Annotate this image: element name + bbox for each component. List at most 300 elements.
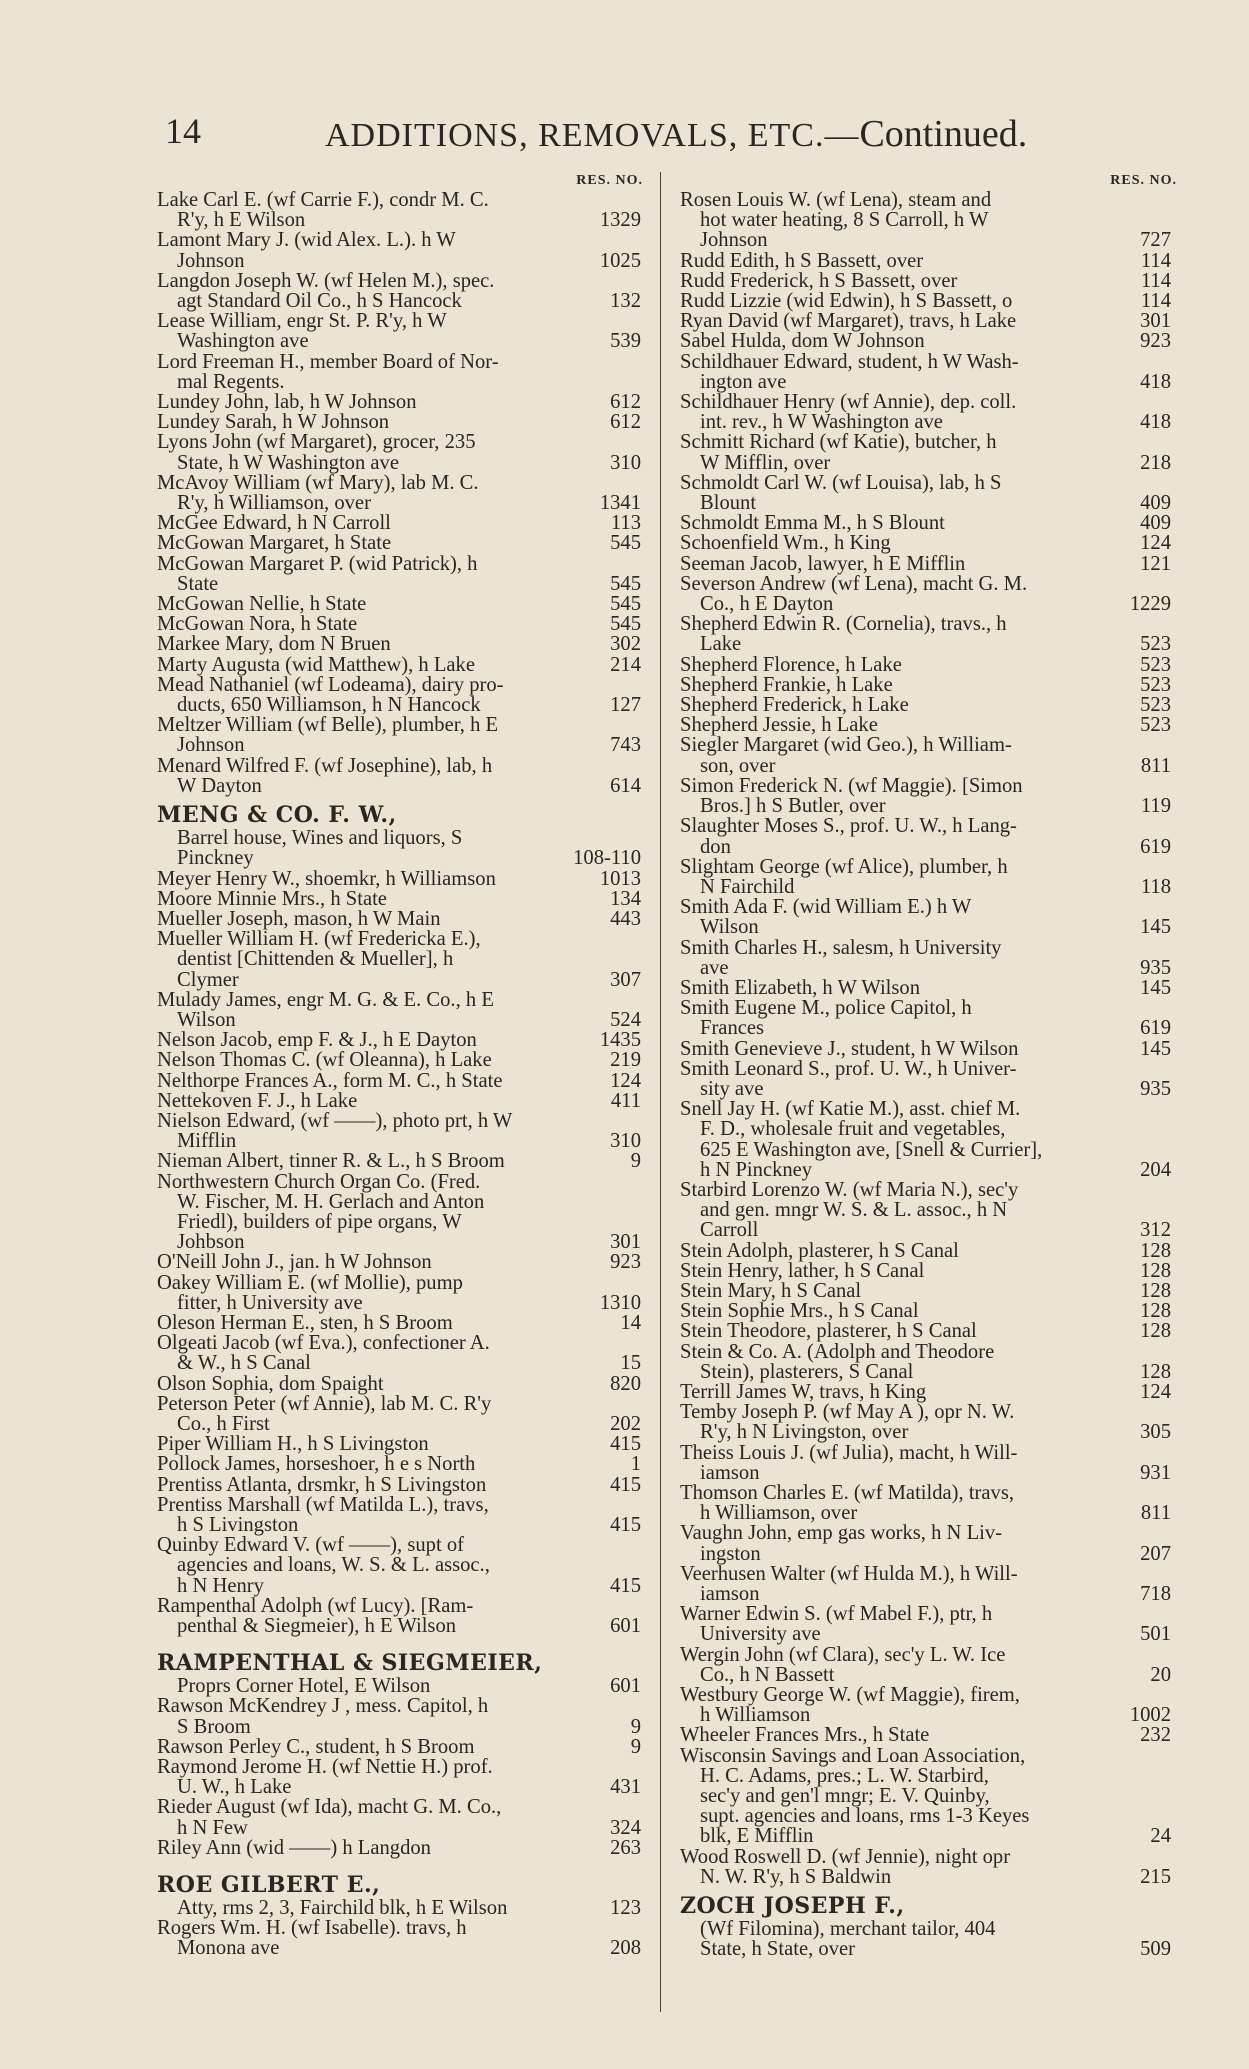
entry-continuation: ducts, 650 Williamson, h N Hancock xyxy=(177,694,481,717)
directory-entry xyxy=(157,513,647,533)
directory-entry xyxy=(157,1111,647,1151)
residence-number: 310 xyxy=(610,1130,641,1153)
directory-entry xyxy=(680,352,1177,392)
left-column xyxy=(157,172,647,1959)
entry-continuation: h S Livingston xyxy=(177,1514,299,1536)
header-text: ADDITIONS, REMOVALS, ETC.— xyxy=(325,117,860,154)
directory-entry xyxy=(157,1434,647,1454)
residence-number: 1002 xyxy=(1129,1704,1171,1727)
residence-number: 118 xyxy=(1140,875,1171,898)
directory-entry xyxy=(157,1071,647,1091)
entry-name: Siegler Margaret (wid Geo.), h William- xyxy=(680,734,1012,757)
entry-continuation: Blount xyxy=(700,492,757,515)
residence-number: 204 xyxy=(1140,1158,1171,1181)
directory-entry xyxy=(157,1696,647,1736)
directory-entry xyxy=(157,634,647,654)
res-no-heading: RES. NO. xyxy=(576,173,643,188)
residence-number: 24 xyxy=(1150,1825,1171,1848)
directory-entry xyxy=(157,675,647,715)
directory-entry xyxy=(680,695,1177,715)
entry-name: Peterson Peter (wf Annie), lab M. C. R'y xyxy=(157,1392,492,1415)
res-no-heading: RES. NO. xyxy=(1110,173,1177,188)
residence-number: 509 xyxy=(1140,1938,1171,1961)
firm-entry xyxy=(157,1898,647,1918)
directory-entry xyxy=(680,1564,1177,1604)
entry-name: Prentiss Atlanta, drsmkr, h S Livingston xyxy=(157,1473,487,1496)
entry-name: Stein Theodore, plasterer, h S Canal xyxy=(680,1320,977,1343)
directory-entry xyxy=(157,412,647,432)
directory-entry xyxy=(680,1180,1177,1241)
entry-continuation: Bros.] h S Butler, over xyxy=(700,795,886,818)
directory-entry xyxy=(680,574,1177,614)
entry-continuation: R'y, h Williamson, over xyxy=(177,492,371,515)
entry-name: Wergin John (wf Clara), sec'y L. W. Ice xyxy=(680,1643,1006,1666)
entry-name: Nettekoven F. J., h Lake xyxy=(157,1089,358,1112)
residence-number: 1310 xyxy=(599,1291,641,1314)
entry-name: Smith Ada F. (wid William E.) h W xyxy=(680,896,972,919)
firm-block xyxy=(157,1676,647,1696)
entry-name: Rudd Lizzie (wid Edwin), h S Bassett, o xyxy=(680,290,1013,313)
directory-entry xyxy=(680,998,1177,1038)
residence-number: 312 xyxy=(1140,1219,1171,1242)
entry-name: Slaughter Moses S., prof. U. W., h Lang- xyxy=(680,815,1017,838)
directory-entry xyxy=(157,1454,647,1474)
page-header xyxy=(325,112,1028,156)
entry-name: Schmitt Richard (wf Katie), butcher, h xyxy=(680,431,997,454)
residence-number: 124 xyxy=(1140,1380,1171,1403)
right-entries xyxy=(680,190,1177,1887)
column-divider xyxy=(660,172,661,2012)
entry-name: Schildhauer Edward, student, h W Wash- xyxy=(680,350,1019,373)
residence-number: 145 xyxy=(1140,976,1171,999)
residence-number: 219 xyxy=(610,1049,641,1072)
entry-name: Nelthorpe Frances A., form M. C., h State xyxy=(157,1069,503,1092)
residence-number: 718 xyxy=(1140,1583,1171,1606)
entry-continuation: ington ave xyxy=(700,370,787,393)
residence-number: 601 xyxy=(610,1675,641,1698)
residence-number: 301 xyxy=(610,1231,641,1254)
residence-number: 301 xyxy=(1140,310,1171,333)
residence-number: 415 xyxy=(610,1433,641,1456)
directory-entry xyxy=(157,311,647,351)
entry-continuation: supt. agencies and loans, rms 1-3 Keyes xyxy=(700,1805,1030,1828)
residence-number: 923 xyxy=(1140,330,1171,353)
right-column xyxy=(680,172,1177,1959)
directory-entry xyxy=(680,938,1177,978)
residence-number: 523 xyxy=(1140,714,1171,737)
residence-number: 14 xyxy=(620,1311,641,1334)
directory-entry xyxy=(680,1443,1177,1483)
residence-number: 935 xyxy=(1140,956,1171,979)
residence-number: 1329 xyxy=(599,209,641,232)
entry-name: Nelson Thomas C. (wf Oleanna), h Lake xyxy=(157,1049,492,1072)
residence-number: 727 xyxy=(1140,229,1171,252)
directory-entry xyxy=(680,1604,1177,1644)
entry-continuation: W Dayton xyxy=(177,774,262,797)
entry-name: Lease William, engr St. P. R'y, h W xyxy=(157,310,447,333)
entry-name: Schildhauer Henry (wf Annie), dep. coll. xyxy=(680,391,1017,414)
entry-name: Shepherd Edwin R. (Cornelia), travs., h xyxy=(680,613,1007,636)
residence-number: 1341 xyxy=(599,492,641,515)
residence-number: 931 xyxy=(1140,1461,1171,1484)
left-entries xyxy=(157,190,647,796)
entry-name: Barrel house, Wines and liquors, S xyxy=(177,827,463,850)
entry-name: Stein & Co. A. (Adolph and Theodore xyxy=(680,1340,995,1363)
directory-entry xyxy=(157,655,647,675)
entry-continuation: Monona ave xyxy=(177,1937,280,1960)
residence-number: 1 xyxy=(630,1453,641,1476)
entry-name: Temby Joseph P. (wf May A ), opr N. W. xyxy=(680,1401,1015,1424)
directory-entry xyxy=(157,990,647,1030)
entry-name: Schoenfield Wm., h King xyxy=(680,532,891,555)
entry-name: Seeman Jacob, lawyer, h E Mifflin xyxy=(680,552,966,575)
directory-entry xyxy=(680,432,1177,472)
directory-entry xyxy=(157,1757,647,1797)
residence-number: 935 xyxy=(1140,1077,1171,1100)
directory-entry xyxy=(680,1301,1177,1321)
entry-name: McGee Edward, h N Carroll xyxy=(157,512,391,535)
directory-entry xyxy=(157,1273,647,1313)
residence-number: 612 xyxy=(610,391,641,414)
entry-continuation: mal Regents. xyxy=(177,370,285,393)
residence-number: 119 xyxy=(1140,795,1171,818)
residence-number: 923 xyxy=(610,1251,641,1274)
residence-number: 545 xyxy=(610,572,641,595)
directory-entry xyxy=(157,1172,647,1253)
entry-name: Mueller Joseph, mason, h W Main xyxy=(157,907,441,930)
directory-entry xyxy=(157,1091,647,1111)
directory-entry xyxy=(680,776,1177,816)
directory-entry xyxy=(680,1483,1177,1523)
residence-number: 411 xyxy=(610,1089,641,1112)
residence-number: 811 xyxy=(1140,1502,1171,1525)
entry-name: Moore Minnie Mrs., h State xyxy=(157,887,387,910)
entry-name: Rawson McKendrey J , mess. Capitol, h xyxy=(157,1695,489,1718)
directory-entry xyxy=(157,1918,647,1958)
directory-entry xyxy=(157,1797,647,1837)
entry-name: Snell Jay H. (wf Katie M.), asst. chief M. xyxy=(680,1098,1021,1121)
residence-number: 545 xyxy=(610,532,641,555)
directory-entry xyxy=(157,432,647,472)
entry-name: Olson Sophia, dom Spaight xyxy=(157,1372,384,1395)
entry-name: (Wf Filomina), merchant tailor, 404 xyxy=(700,1918,996,1941)
directory-entry xyxy=(157,473,647,513)
entry-name: Severson Andrew (wf Lena), macht G. M. xyxy=(680,572,1028,595)
residence-number: 409 xyxy=(1140,512,1171,535)
residence-number: 132 xyxy=(610,290,641,313)
entry-name: Mulady James, engr M. G. & E. Co., h E xyxy=(157,988,494,1011)
entry-name: Lundey John, lab, h W Johnson xyxy=(157,391,417,414)
residence-number: 263 xyxy=(610,1836,641,1859)
residence-number: 305 xyxy=(1140,1421,1171,1444)
directory-entry xyxy=(680,816,1177,856)
directory-entry xyxy=(157,1252,647,1272)
directory-entry xyxy=(157,1030,647,1050)
firm-heading: RAMPENTHAL & SIEGMEIER, xyxy=(157,1650,543,1677)
entry-continuation: agencies and loans, W. S. & L. assoc., xyxy=(177,1554,490,1577)
entry-name: Wheeler Frances Mrs., h State xyxy=(680,1724,930,1747)
entry-continuation: hot water heating, 8 S Carroll, h W xyxy=(700,209,989,232)
entry-continuation: agt Standard Oil Co., h S Hancock xyxy=(177,290,462,313)
residence-number: 232 xyxy=(1140,1724,1171,1747)
page-number: 14 xyxy=(165,111,201,151)
entry-continuation: Pinckney xyxy=(177,847,254,870)
directory-entry xyxy=(680,533,1177,553)
entry-continuation: h Williamson, over xyxy=(700,1502,858,1525)
entry-continuation: sec'y and gen'l mngr; E. V. Quinby, xyxy=(700,1785,990,1808)
entry-continuation: penthal & Siegmeier), h E Wilson xyxy=(177,1615,457,1638)
entry-continuation: Washington ave xyxy=(177,330,309,353)
entry-name: Oleson Herman E., sten, h S Broom xyxy=(157,1311,453,1334)
entry-name: Simon Frederick N. (wf Maggie). [Simon xyxy=(680,774,1023,797)
entry-continuation: Friedl), builders of pipe organs, W xyxy=(177,1210,462,1233)
entry-name: Schmoldt Emma M., h S Blount xyxy=(680,512,945,535)
entry-name: Terrill James W, travs, h King xyxy=(680,1380,927,1403)
residence-number: 218 xyxy=(1140,451,1171,474)
directory-entry xyxy=(680,554,1177,574)
directory-entry xyxy=(680,291,1177,311)
directory-entry xyxy=(680,1099,1177,1180)
directory-entry xyxy=(680,1342,1177,1382)
directory-entry xyxy=(157,869,647,889)
entry-name: Rogers Wm. H. (wf Isabelle). travs, h xyxy=(157,1917,467,1940)
entry-continuation: blk, E Mifflin xyxy=(700,1825,814,1848)
residence-number: 1229 xyxy=(1129,593,1171,616)
residence-number: 134 xyxy=(610,887,641,910)
entry-continuation: Wilson xyxy=(177,1008,236,1031)
residence-number: 418 xyxy=(1140,370,1171,393)
entry-name: Meyer Henry W., shoemkr, h Williamson xyxy=(157,867,496,890)
entry-name: Rampenthal Adolph (wf Lucy). [Ram- xyxy=(157,1594,474,1617)
directory-entry xyxy=(680,614,1177,654)
residence-number: 302 xyxy=(610,633,641,656)
directory-entry xyxy=(680,715,1177,735)
residence-number: 215 xyxy=(1140,1865,1171,1888)
entry-continuation: W. Fischer, M. H. Gerlach and Anton xyxy=(177,1190,485,1213)
entry-name: McGowan Margaret, h State xyxy=(157,532,392,555)
entry-name: Warner Edwin S. (wf Mabel F.), ptr, h xyxy=(680,1603,993,1626)
residence-number: 9 xyxy=(630,1735,641,1758)
directory-entry xyxy=(680,1382,1177,1402)
entry-continuation: son, over xyxy=(700,754,776,777)
directory-entry xyxy=(157,715,647,755)
directory-entry xyxy=(157,1495,647,1535)
residence-number: 121 xyxy=(1140,552,1171,575)
residence-number: 612 xyxy=(610,411,641,434)
directory-entry xyxy=(157,756,647,796)
entry-name: Riley Ann (wid ——) h Langdon xyxy=(157,1836,431,1859)
entry-continuation: and gen. mngr W. S. & L. assoc., h N xyxy=(700,1199,1008,1222)
residence-number: 501 xyxy=(1140,1623,1171,1646)
residence-number: 409 xyxy=(1140,492,1171,515)
entry-name: Schmoldt Carl W. (wf Louisa), lab, h S xyxy=(680,471,1002,494)
entry-continuation: F. D., wholesale fruit and vegetables, xyxy=(700,1118,1006,1141)
entry-name: Lyons John (wf Margaret), grocer, 235 xyxy=(157,431,476,454)
entry-name: Shepherd Florence, h Lake xyxy=(680,653,902,676)
entry-name: Meltzer William (wf Belle), plumber, h E xyxy=(157,714,499,737)
entry-name: Rudd Frederick, h S Bassett, over xyxy=(680,269,958,292)
entry-continuation: Mifflin xyxy=(177,1130,237,1153)
directory-entry xyxy=(157,1374,647,1394)
directory-entry xyxy=(680,271,1177,291)
firm-block xyxy=(680,1919,1177,1959)
residence-number: 619 xyxy=(1140,1017,1171,1040)
directory-entry xyxy=(680,331,1177,351)
entry-name: Starbird Lorenzo W. (wf Maria N.), sec'y xyxy=(680,1178,1019,1201)
entry-name: Wisconsin Savings and Loan Association, xyxy=(680,1744,1026,1767)
entry-name: Prentiss Marshall (wf Matilda L.), travs, xyxy=(157,1493,489,1516)
entry-continuation: h N Henry xyxy=(177,1574,264,1597)
entry-continuation: Johnson xyxy=(700,229,768,252)
directory-entry xyxy=(157,1737,647,1757)
directory-entry xyxy=(680,513,1177,533)
entry-name: Stein Adolph, plasterer, h S Canal xyxy=(680,1239,959,1262)
entry-name: Smith Genevieve J., student, h W Wilson xyxy=(680,1037,1019,1060)
residence-number: 307 xyxy=(610,968,641,991)
directory-entry xyxy=(680,1321,1177,1341)
firm-block xyxy=(157,1898,647,1918)
entry-continuation: State, h State, over xyxy=(700,1938,855,1961)
entry-continuation: iamson xyxy=(700,1461,760,1484)
header-continued: Continued. xyxy=(859,113,1028,155)
residence-number: 601 xyxy=(610,1615,641,1638)
directory-entry xyxy=(680,675,1177,695)
residence-number: 310 xyxy=(610,451,641,474)
residence-number: 207 xyxy=(1140,1542,1171,1565)
directory-entry xyxy=(157,352,647,392)
directory-entry xyxy=(680,1746,1177,1847)
residence-number: 128 xyxy=(1140,1259,1171,1282)
directory-entry xyxy=(157,1151,647,1171)
entry-name: O'Neill John J., jan. h W Johnson xyxy=(157,1251,432,1274)
residence-number: 128 xyxy=(1140,1239,1171,1262)
entry-continuation: Johnson xyxy=(177,734,245,757)
residence-number: 128 xyxy=(1140,1300,1171,1323)
firm-entry xyxy=(680,1919,1177,1959)
entry-continuation: Johnson xyxy=(177,249,245,272)
entry-continuation: H. C. Adams, pres.; L. W. Starbird, xyxy=(700,1764,989,1787)
directory-entry xyxy=(680,1685,1177,1725)
residence-number: 523 xyxy=(1140,633,1171,656)
directory-entry xyxy=(680,1523,1177,1563)
entry-name: Mueller William H. (wf Fredericka E.), xyxy=(157,928,481,951)
directory-entry xyxy=(157,1333,647,1373)
directory-entry xyxy=(157,1394,647,1434)
directory-entry xyxy=(157,554,647,594)
residence-number: 202 xyxy=(610,1412,641,1435)
directory-entry xyxy=(157,1535,647,1596)
directory-entry xyxy=(157,230,647,270)
directory-entry xyxy=(680,1241,1177,1261)
entry-continuation: Carroll xyxy=(700,1219,759,1242)
entry-continuation: h Williamson xyxy=(700,1704,811,1727)
entry-continuation: don xyxy=(700,835,731,858)
entry-name: McAvoy William (wf Mary), lab M. C. xyxy=(157,471,479,494)
entry-continuation: W Mifflin, over xyxy=(700,451,831,474)
entry-name: Shepherd Frederick, h Lake xyxy=(680,694,909,717)
residence-number: 123 xyxy=(610,1897,641,1920)
directory-entry xyxy=(157,594,647,614)
entry-name: Lake Carl E. (wf Carrie F.), condr M. C. xyxy=(157,189,489,211)
directory-entry xyxy=(680,978,1177,998)
entry-name: Nieman Albert, tinner R. & L., h S Broom xyxy=(157,1150,505,1173)
entry-continuation: R'y, h N Livingston, over xyxy=(700,1421,909,1444)
directory-entry xyxy=(680,1281,1177,1301)
entry-continuation: h N Few xyxy=(177,1816,248,1839)
entry-name: Wood Roswell D. (wf Jennie), night opr xyxy=(680,1845,1011,1868)
entry-continuation: Clymer xyxy=(177,968,239,991)
directory-entry xyxy=(680,1039,1177,1059)
entry-continuation: S Broom xyxy=(177,1715,251,1738)
residence-number: 1435 xyxy=(599,1029,641,1052)
residence-number: 113 xyxy=(610,512,641,535)
entry-name: Raymond Jerome H. (wf Nettie H.) prof. xyxy=(157,1756,493,1779)
entry-continuation: h N Pinckney xyxy=(700,1158,813,1181)
residence-number: 524 xyxy=(610,1008,641,1031)
entry-name: Quinby Edward V. (wf ——), supt of xyxy=(157,1534,464,1557)
firm-heading: ROE GILBERT E., xyxy=(157,1872,381,1899)
entry-name: Smith Eugene M., police Capitol, h xyxy=(680,997,972,1020)
residence-number: 145 xyxy=(1140,1037,1171,1060)
entry-name: Stein Sophie Mrs., h S Canal xyxy=(680,1300,919,1323)
residence-number: 415 xyxy=(610,1473,641,1496)
directory-entry xyxy=(680,1645,1177,1685)
directory-entry xyxy=(680,1847,1177,1887)
directory-entry xyxy=(680,1059,1177,1099)
entry-name: Veerhusen Walter (wf Hulda M.), h Will- xyxy=(680,1562,1018,1585)
entry-continuation: int. rev., h W Washington ave xyxy=(700,411,943,434)
residence-number: 114 xyxy=(1140,249,1171,272)
entry-continuation: Co., h First xyxy=(177,1412,270,1435)
entry-name: Northwestern Church Organ Co. (Fred. xyxy=(157,1170,481,1193)
firm-heading: MENG & CO. F. W., xyxy=(157,802,397,829)
entry-name: Ryan David (wf Margaret), travs, h Lake xyxy=(680,310,1017,333)
entry-name: Langdon Joseph W. (wf Helen M.), spec. xyxy=(157,269,495,292)
residence-number: 523 xyxy=(1140,673,1171,696)
directory-entry xyxy=(157,614,647,634)
residence-number: 127 xyxy=(610,694,641,717)
entry-name: Mead Nathaniel (wf Lodeama), dairy pro- xyxy=(157,673,504,696)
firm-entry xyxy=(157,828,647,868)
entry-name: Markee Mary, dom N Bruen xyxy=(157,633,391,656)
residence-number: 820 xyxy=(610,1372,641,1395)
entry-continuation: Lake xyxy=(700,633,742,656)
entry-name: Slightam George (wf Alice), plumber, h xyxy=(680,855,1008,878)
entry-continuation: U. W., h Lake xyxy=(177,1776,292,1799)
residence-number: 443 xyxy=(610,907,641,930)
residence-number: 545 xyxy=(610,613,641,636)
residence-number: 124 xyxy=(610,1069,641,1092)
entry-continuation: Stein), plasterers, S Canal xyxy=(700,1360,914,1383)
entry-name: Smith Charles H., salesm, h University xyxy=(680,936,1002,959)
entry-continuation: Frances xyxy=(700,1017,765,1040)
directory-entry xyxy=(157,929,647,990)
entry-continuation: State xyxy=(177,572,219,595)
residence-number: 324 xyxy=(610,1816,641,1839)
residence-number: 145 xyxy=(1140,916,1171,939)
directory-entry xyxy=(157,1313,647,1333)
entry-name: Lamont Mary J. (wid Alex. L.). h W xyxy=(157,229,456,252)
entry-continuation: N. W. R'y, h S Baldwin xyxy=(700,1865,892,1888)
residence-number: 619 xyxy=(1140,835,1171,858)
entry-name: Oakey William E. (wf Mollie), pump xyxy=(157,1271,463,1294)
entry-name: Pollock James, horseshoer, h e s North xyxy=(157,1453,476,1476)
entry-name: Theiss Louis J. (wf Julia), macht, h Will- xyxy=(680,1441,1018,1464)
directory-entry xyxy=(157,271,647,311)
directory-entry xyxy=(680,655,1177,675)
entry-name: Stein Henry, lather, h S Canal xyxy=(680,1259,925,1282)
residence-number: 418 xyxy=(1140,411,1171,434)
